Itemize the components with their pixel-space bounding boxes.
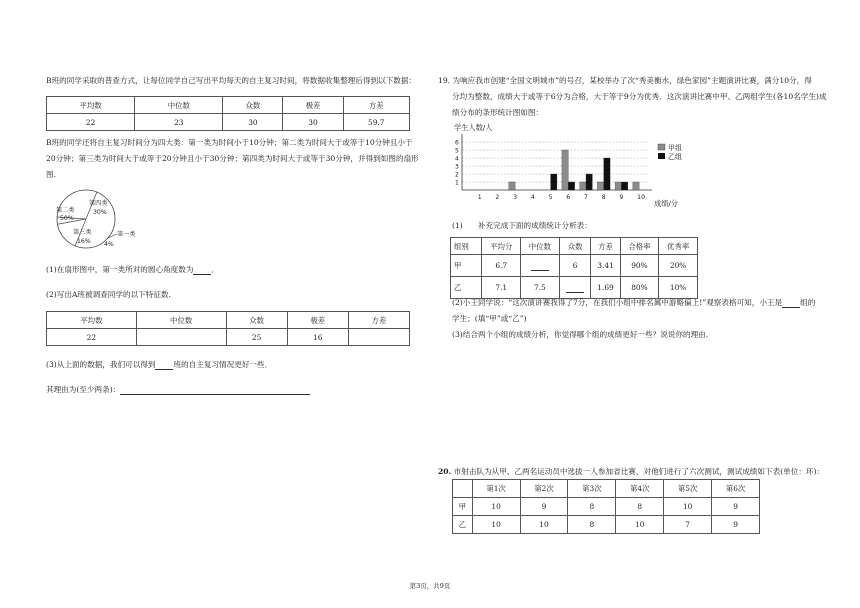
table-header-cell: 第3次 (568, 480, 616, 498)
table-row (47, 114, 410, 131)
table-header-cell: 第5次 (664, 480, 712, 498)
pie-label-4-pct: 30% (93, 209, 107, 216)
bar-jia (509, 182, 515, 190)
question-3-text-b: 班的自主复习情况更好一些． (173, 360, 273, 369)
q19-line3: 绩分布的条形统计图如图： (452, 108, 544, 117)
table-row (451, 255, 698, 277)
bar-yi (568, 182, 574, 190)
legend-swatch-yi (658, 153, 665, 159)
q20-text: 市射击队为从甲、乙两名运动员中选拔一人参加省比赛，对他们进行了六次测试，测试成绩如下表(单位：环)： (453, 467, 825, 476)
page-footer: 第3页，共9页 (409, 582, 451, 590)
q19-sub2-text-a: (2)小王同学说：“这次演讲赛我得了7分，在我们小组中排名属中游略偏上!”观察表格可知，小王是 (452, 298, 783, 307)
table-cell: 乙 (453, 516, 473, 534)
table-cell: 7.1 (482, 277, 521, 299)
table-cell: 16 (287, 329, 348, 346)
table-row (47, 329, 410, 346)
pie-label-2-pct: 50% (60, 215, 74, 222)
reason-text: 其理由为(至少两条)： (46, 385, 121, 394)
bar-jia (615, 182, 621, 190)
table-cell: 80% (620, 277, 659, 299)
table-row (453, 498, 760, 516)
table-cell: 59.7 (343, 114, 409, 131)
para-b-line1: B班的同学还将自主复习时间分为四大类：第一类为时间小于10分钟；第二类为时间大于或等于10分钟且小于 (46, 138, 413, 147)
x-tick-label: 2 (495, 194, 500, 201)
y-tick-label: 5 (455, 147, 459, 155)
table-cell: 6 (559, 255, 591, 277)
x-tick-label: 7 (584, 194, 588, 201)
table-cell: 1.69 (591, 277, 620, 299)
table-row (453, 516, 760, 534)
table-cell: 9 (712, 498, 760, 516)
y-tick-label: 4 (455, 155, 459, 163)
question-3-text-a: (3)从上面的数据，我们可以得到 (46, 360, 156, 369)
bar-jia (597, 182, 603, 190)
table-cell: 22 (47, 114, 135, 131)
bar-yi (621, 182, 627, 190)
table-row (451, 277, 698, 299)
answer-blank[interactable] (193, 265, 211, 275)
pie-label-4-name: 第四类 (89, 200, 108, 207)
q19-sub1: (1) 补充完成下面的成绩统计分析表： (452, 221, 592, 230)
pie-label-1-pct: 4% (104, 241, 114, 248)
table-header-cell: 组别 (451, 238, 482, 255)
table-header-cell: 中位数 (521, 238, 560, 255)
q19-sub2-text-b: 组的 (800, 298, 816, 307)
x-tick-label: 9 (619, 194, 624, 201)
table-cell: 甲 (451, 255, 482, 277)
table-header-cell: 极差 (283, 97, 343, 114)
q19-table (450, 237, 698, 299)
intro-b-text: B班的同学采取的普查方式，让每位同学自己写出平均每天的自主复习时间，将数据收集整理后得到以下数据： (46, 76, 417, 85)
bar-jia (633, 182, 639, 190)
answer-blank[interactable] (566, 283, 584, 293)
table-cell: 10 (472, 516, 520, 534)
table-header-cell: 优秀率 (659, 238, 698, 255)
table-cell: 9 (520, 498, 568, 516)
bar-yi (604, 158, 610, 190)
table-cell: 3.41 (591, 255, 620, 277)
bar-jia (580, 182, 586, 190)
y-tick-label: 3 (455, 163, 459, 171)
table-cell-blank[interactable] (348, 329, 409, 346)
table-cell-blank[interactable] (521, 255, 560, 277)
x-tick-label: 4 (530, 194, 535, 201)
answer-blank[interactable] (782, 298, 800, 308)
table-row (47, 312, 410, 329)
table-header-cell: 第1次 (472, 480, 520, 498)
table-cell: 10 (616, 516, 664, 534)
table-header-cell: 极差 (287, 312, 348, 329)
question-number: 20. (438, 467, 452, 476)
para-b-line2: 20分钟；第三类为时间大于或等于20分钟且小于30分钟；第四类为时间大于或等于30分钟，并得到如图的扇形 (46, 154, 419, 163)
legend-label-jia: 甲组 (668, 144, 682, 152)
table-cell: 90% (620, 255, 659, 277)
table-header-cell: 众数 (559, 238, 591, 255)
x-tick-label: 5 (548, 194, 553, 201)
x-tick-label: 8 (601, 194, 606, 201)
table-cell-blank[interactable] (559, 277, 591, 299)
q20-line1 (438, 466, 824, 477)
table-header-cell: 合格率 (620, 238, 659, 255)
table-header-cell: 方差 (591, 238, 620, 255)
table-a (46, 311, 410, 346)
table-cell: 6.7 (482, 255, 521, 277)
pie-label-3-pct: 16% (77, 238, 91, 245)
table-cell-blank[interactable] (136, 329, 226, 346)
answer-blank[interactable] (531, 261, 549, 271)
table-header-cell: 第4次 (616, 480, 664, 498)
pie-label-1-name: 第一类 (117, 231, 136, 238)
table-cell: 23 (135, 114, 223, 131)
q19-sub2-line2: 学生；(填“甲”或“乙”) (452, 314, 527, 323)
table-cell: 8 (616, 498, 664, 516)
table-cell: 22 (47, 329, 137, 346)
chart-ylabel: 学生人数/人 (454, 123, 493, 132)
table-cell: 20% (659, 255, 698, 277)
table-cell: 7 (664, 516, 712, 534)
table-cell: 10 (472, 498, 520, 516)
pie-label-2-name: 第二类 (56, 207, 75, 214)
table-header-cell: 平均数 (47, 312, 137, 329)
bar-yi (551, 174, 557, 190)
table-cell: 25 (226, 329, 287, 346)
question-3 (46, 359, 272, 370)
pie-label-3-name: 第三类 (73, 229, 92, 236)
table-cell: 10 (664, 498, 712, 516)
question-1-end: ． (211, 265, 220, 274)
y-tick-label: 1 (455, 179, 459, 187)
q19-sub2 (452, 297, 815, 308)
chart-xlabel: 成绩/分 (654, 199, 678, 208)
para-b-line3: 图. (46, 170, 57, 179)
table-cell: 10% (659, 277, 698, 299)
table-header-cell: 第2次 (520, 480, 568, 498)
table-header-cell: 平均分 (482, 238, 521, 255)
question-1 (46, 264, 219, 275)
q20-table (452, 479, 760, 534)
table-cell: 8 (568, 498, 616, 516)
table-cell: 8 (568, 516, 616, 534)
table-row (47, 97, 410, 114)
reason-line (46, 384, 310, 395)
q19-sub3: (3)结合两个小组的成绩分析，你觉得哪个组的成绩更好一些？说说你的理由. (452, 330, 709, 339)
table-header-cell: 中位数 (136, 312, 226, 329)
y-tick-label: 6 (455, 139, 459, 147)
table-header-cell: 第6次 (712, 480, 760, 498)
table-header-cell: 方差 (348, 312, 409, 329)
x-tick-label: 3 (513, 194, 518, 201)
table-cell: 甲 (453, 498, 473, 516)
table-header-cell: 平均数 (47, 97, 135, 114)
question-2: (2)写出A班被调查同学的以下特征数. (46, 290, 171, 299)
legend-label-yi: 乙组 (668, 153, 682, 161)
table-cell: 9 (712, 516, 760, 534)
bar-yi (586, 174, 592, 190)
legend-swatch-jia (658, 144, 665, 150)
table-b (46, 96, 410, 131)
table-cell: 30 (283, 114, 343, 131)
table-header-cell: 中位数 (135, 97, 223, 114)
table-cell: 乙 (451, 277, 482, 299)
table-cell: 10 (520, 516, 568, 534)
question-1-text: (1)在扇形图中，第一类所对的圆心角度数为 (46, 265, 194, 274)
q19-line2: 分均为整数，成绩大于或等于6分为合格，大于等于9分为优秀．这次演讲比赛中甲、乙两组学生(各10名学生)成 (452, 92, 827, 101)
table-header-cell (453, 480, 473, 498)
table-cell: 7.5 (521, 277, 560, 299)
answer-blank[interactable] (120, 385, 310, 395)
question-number: 19. (438, 76, 451, 85)
table-header-cell: 众数 (226, 312, 287, 329)
y-tick-label: 2 (455, 171, 459, 179)
q19-line1 (438, 75, 812, 86)
q19-text: 为响应我市创建“全国文明城市”的号召，某校举办了次“秀美衡水，绿色家园”主题演讲比赛，满分10分，得 (452, 76, 812, 85)
table-row (453, 480, 760, 498)
table-header-cell: 众数 (223, 97, 283, 114)
table-row (451, 238, 698, 255)
answer-blank[interactable] (155, 360, 173, 370)
pie-chart (44, 188, 154, 258)
x-tick-label: 1 (477, 194, 482, 201)
bar-jia (562, 150, 568, 190)
table-cell: 30 (223, 114, 283, 131)
x-tick-label: 10 (637, 194, 646, 201)
x-tick-label: 6 (566, 194, 571, 201)
table-header-cell: 方差 (343, 97, 409, 114)
bar-chart (448, 120, 698, 212)
